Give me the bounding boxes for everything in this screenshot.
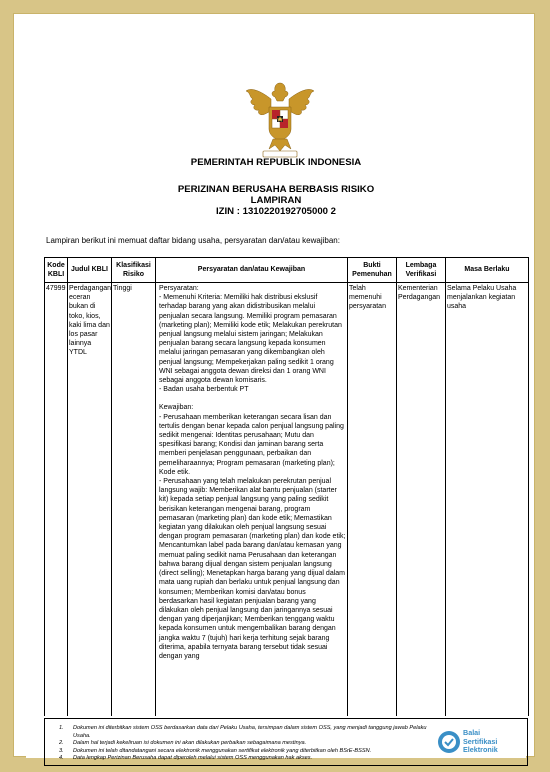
- intro-text: Lampiran berikut ini memuat daftar bidang usaha, persyaratan dan/atau kewajiban:: [46, 236, 340, 245]
- cell-persyaratan: [156, 283, 348, 717]
- document-page: [26, 22, 526, 762]
- permit-header: [26, 184, 526, 217]
- requirement-line: - Badan usaha berbentuk PT: [159, 386, 249, 394]
- logo-text: Balai Sertifikasi Elektronik: [463, 728, 498, 755]
- document-footer: [44, 718, 528, 766]
- footer-note: 2. Dalam hal terjadi kekeliruan isi dokumen ini akan dilakukan perbaikan sebagaimana mestinya.: [59, 740, 307, 747]
- permit-number: IZIN : 1310220192705000 2: [215, 206, 336, 217]
- header-persyaratan: Persyaratan dan/atau Kewajiban: [156, 258, 348, 283]
- permit-title: PERIZINAN BERUSAHA BERBASIS RISIKO: [177, 184, 375, 195]
- requirement-line: - Perusahaan memberikan keterangan secara lisan dan tertulis dengan benar kepada calon penjual langsung paling sedikit mengenai: Identitas perusahaan; Mutu dan spesifikasi barang; Kondisi dan jaminan barang serta memberi penjelasan penggunaan, perbaikan dan pemeliharaannya; Program pemasaran (marketing plan); Kode etik.: [159, 413, 344, 476]
- table-header-row: [45, 258, 529, 283]
- header-masa-berlaku: Masa Berlaku: [446, 258, 529, 283]
- footer-note: 3. Dokumen ini telah ditandatangani secara elektronik menggunakan sertifikat elektronik yang diterbitkan oleh BSrE-BSSN.: [59, 747, 372, 754]
- footer-notes: [59, 725, 429, 763]
- header-kode-kbli: Kode KBLI: [45, 258, 68, 283]
- requirement-line: Persyaratan:: [159, 285, 199, 292]
- cell-judul-kbli: Perdagangan eceran bukan di toko, kios, kaki lima dan los pasar lainnya YTDL: [68, 283, 112, 717]
- cell-lembaga-verifikasi: Kementerian Perdagangan: [397, 283, 446, 717]
- government-title: PEMERINTAH REPUBLIK INDONESIA: [190, 157, 362, 168]
- cell-kode-kbli: 47999: [45, 283, 68, 717]
- header-judul-kbli: Judul KBLI: [68, 258, 112, 283]
- header-klasifikasi-risiko: Klasifikasi Risiko: [112, 258, 156, 283]
- footer-note: 1. Dokumen ini diterbitkan sistem OSS berdasarkan data dari Pelaku Usaha, tersimpan dalam sistem OSS, yang menjadi tanggung jawab Pelaku Usaha.: [59, 725, 427, 739]
- requirements-table: [44, 257, 529, 716]
- cell-masa-berlaku: Selama Pelaku Usaha menjalankan kegiatan usaha: [446, 283, 529, 717]
- lampiran-label: LAMPIRAN: [250, 195, 302, 206]
- header-bukti-pemenuhan: Bukti Pemenuhan: [348, 258, 397, 283]
- bsre-logo: [437, 727, 517, 759]
- footer-note: 4. Data lengkap Perizinan Berusaha dapat diperoleh melalui sistem OSS menggunakan hak akses.: [59, 755, 313, 762]
- header-lembaga-verifikasi: Lembaga Verifikasi: [397, 258, 446, 283]
- requirement-line: Kewajiban:: [159, 404, 194, 412]
- cell-bukti-pemenuhan: Telah memenuhi persyaratan: [348, 283, 397, 717]
- requirement-line: - Perusahaan yang telah melakukan perekrutan penjual langsung wajib: Memberikan alat bantu penjualan (starter kit) kepada setiap penjual langsung yang paling sedikit berisikan keterangan mengenai barang, program pemasaran (marketing plan) dan kode etik; Memastikan kegiatan yang dilakukan oleh penjual langsung sesuai dengan program pemasaran (marketing plan) dan kode etik; Mencantumkan label pada barang dan/atau kemasan yang memuat paling sedikit nama Perusahaan dan keterangan bahwa barang dijual dengan sistem penjualan langsung (direct selling); Menetapkan harga barang yang dijual dalam mata uang rupiah dan berlaku untuk penjual langsung dan konsumen; Memberikan komisi dan/atau bonus berdasarkan hasil kegiatan penjualan barang yang dilakukan oleh penjual langsung dan jaringannya sesuai dengan yang diperjanjikan; Memberikan tenggang waktu kepada konsumen untuk mengembalikan barang dengan jangka waktu 7 (tujuh) hari kerja terhitung sejak barang diterima, apabila ternyata barang tersebut tidak sesuai dengan yang: [159, 478, 346, 660]
- requirement-line: - Memenuhi Kriteria: Memiliki hak distribusi ekslusif terhadap barang yang akan didistribusikan melalui penjualan secara langsung. Memiliki program pemasaran (marketing plan); Memiliki kode etik; Melakukan perekrutan penjual langsung melalui sistem jaringan; Melakukan penjualan barang secara langsung kepada konsumen melalui jaringan pemasaran yang dikembangkan oleh penjual langsung; Mempekerjakan paling sedikit 1 orang WNI sebagai anggota dewan direksi dan 1 orang WNI sebagai anggota dewan komisaris.: [159, 294, 342, 385]
- certificate-logo-icon: [437, 729, 461, 755]
- cell-klasifikasi-risiko: Tinggi: [112, 283, 156, 717]
- table-row: [45, 283, 529, 717]
- requirement-spacer: [159, 394, 346, 403]
- garuda-emblem-icon: [243, 77, 318, 159]
